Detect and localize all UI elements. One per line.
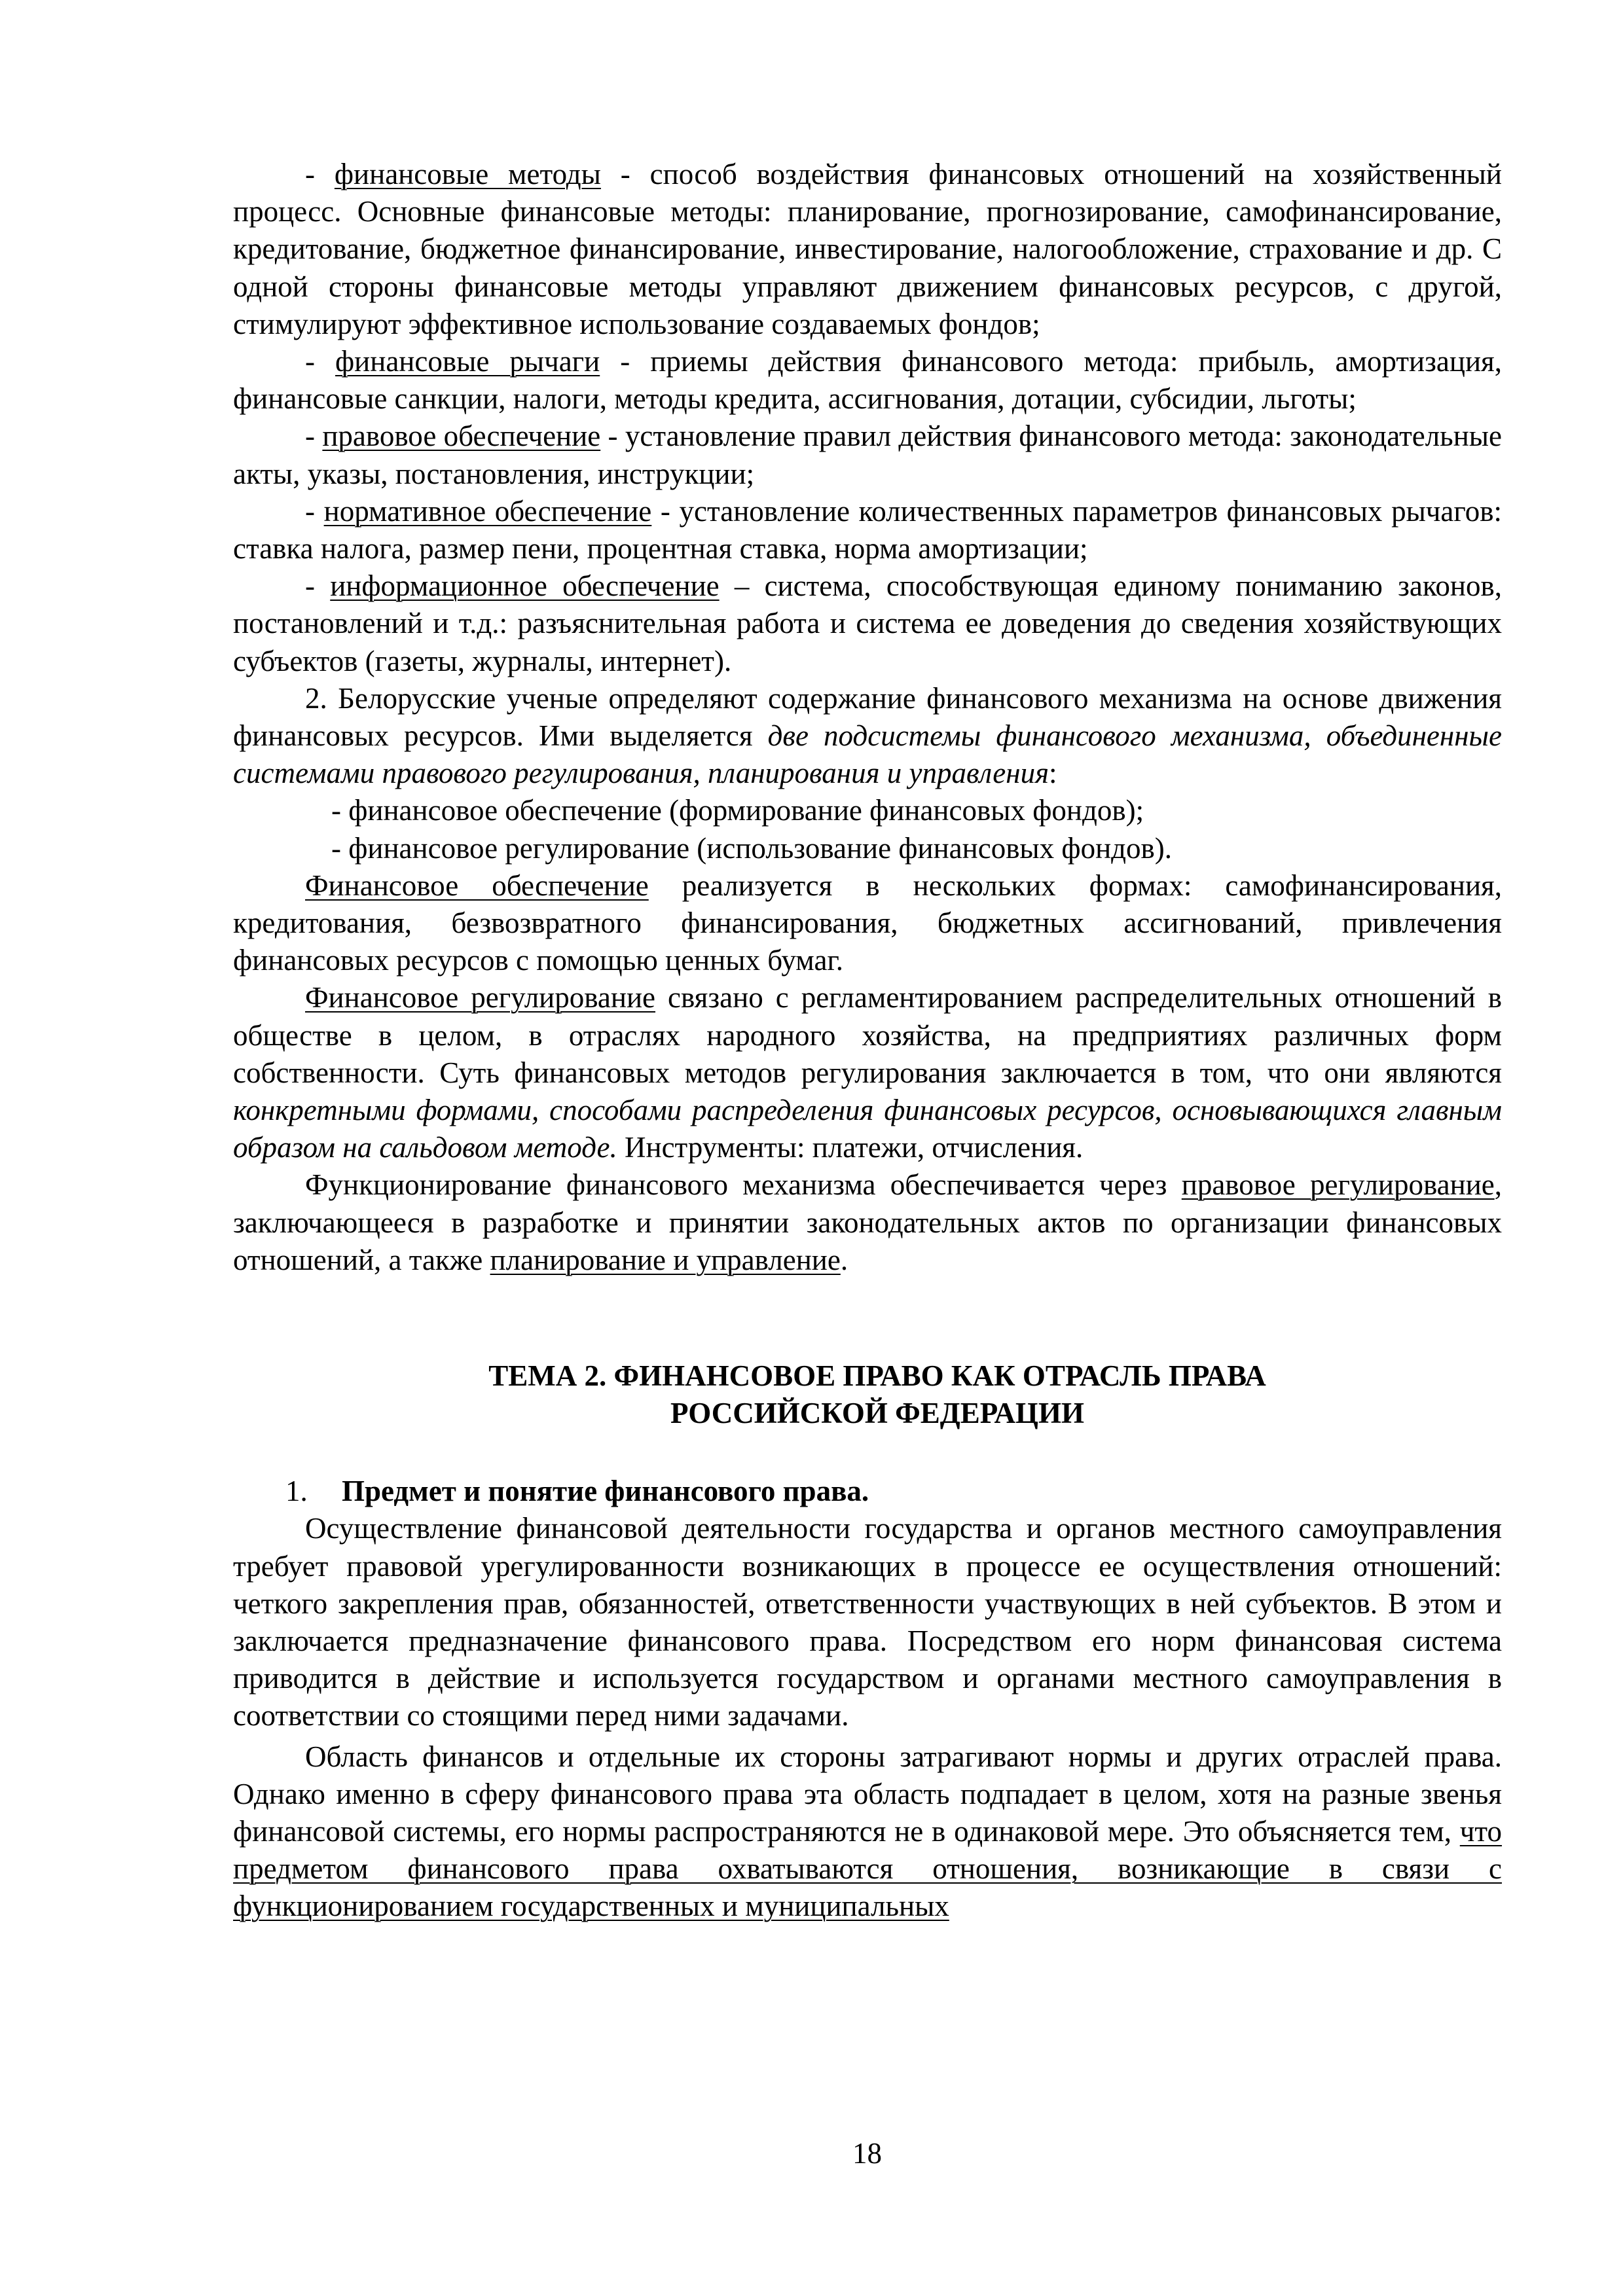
subsystems-list bbox=[233, 792, 1502, 867]
para-text: Область финансов и отдельные их стороны затрагивают нормы и других отраслей права. Однако именно в сферу финансового права эта область подпадает в целом, хотя на разные звенья финансовой системы, его нормы распространяются не в одинаковой мере. Это объясняется тем, bbox=[233, 1740, 1502, 1848]
heading-line: РОССИЙСКОЙ ФЕДЕРАЦИИ bbox=[670, 1397, 1084, 1430]
para-text: Функционирование финансового механизма обеспечивается через bbox=[305, 1168, 1182, 1202]
paragraph-scope bbox=[233, 1738, 1502, 1926]
item-text: – система, способствующая единому пониманию законов, постановлений и т.д.: разъяснительная работа и система ее доведения до сведения хозяйствующих субъектов (газеты, журналы, интернет). bbox=[233, 569, 1502, 677]
list-item bbox=[233, 156, 1502, 343]
subsection-title: Предмет и понятие финансового права. bbox=[342, 1475, 869, 1508]
paragraph-financial-activity: Осуществление финансовой деятельности государства и органов местного самоуправления требует правовой урегулированности возникающих в процессе ее осуществления отношений: четкого закрепления прав, обязанностей, ответственности участвующих в ней субъектов. В этом и заключается предназначение финансового права. Посредством его норм финансовая система приводится в действие и используется государством и органами местного самоуправления в соответствии со стоящими перед ними задачами. bbox=[233, 1512, 1502, 1732]
item-prefix: - bbox=[305, 420, 323, 453]
para-text: реализуется в нескольких формах: самофинансирования, кредитования, безвозвратного финансирования, бюджетных ассигнований, привлечения финансовых ресурсов с помощью ценных бумаг. bbox=[233, 869, 1502, 977]
para-italic: две подсистемы финансового механизма, объединенные системами правового регулирования, планирования и управления bbox=[233, 719, 1503, 790]
subsystem-item: - финансовое обеспечение (формирование финансовых фондов); bbox=[331, 794, 1144, 827]
subsection-number: 1. bbox=[285, 1475, 308, 1508]
item-term: информационное обеспечение bbox=[330, 569, 720, 603]
paragraph-financial-provision bbox=[233, 867, 1502, 980]
subsystem-item: - финансовое регулирование (использование финансовых фондов). bbox=[331, 831, 1173, 865]
item-term: финансовые методы bbox=[334, 158, 601, 190]
para-text: 2. Белорусские ученые определяют содержание финансового механизма на основе движения финансовых ресурсов. Ими выделяется bbox=[233, 681, 1502, 753]
para-underlined: правовое регулирование bbox=[1181, 1168, 1495, 1202]
para-underlined: что предметом финансового права охватываются отношения, возникающие в связи с функционированием государственных и муниципальных bbox=[233, 1814, 1502, 1923]
paragraph-functioning bbox=[233, 1166, 1502, 1279]
item-prefix: - bbox=[305, 158, 335, 190]
para-underlined: планирование и управление bbox=[490, 1243, 841, 1276]
item-term: нормативное обеспечение bbox=[323, 494, 652, 528]
item-term: финансовые рычаги bbox=[335, 345, 600, 378]
item-text: - установление количественных параметров финансовых рычагов: ставка налога, размер пени, процентная ставка, норма амортизации; bbox=[233, 494, 1502, 565]
list-item bbox=[233, 567, 1502, 680]
item-prefix: - bbox=[305, 569, 331, 603]
para-italic: конкретными формами, способами распределения финансовых ресурсов, основывающихся главным образом на сальдовом методе. bbox=[233, 1094, 1502, 1164]
para-text: связано с регламентированием распределительных отношений в обществе в целом, в отраслях народного хозяйства, на предприятиях различных форм собственности. Суть финансовых методов регулирования заключается в том, что они являются bbox=[233, 981, 1503, 1089]
para-text: . bbox=[840, 1243, 848, 1276]
para-term: Финансовое обеспечение bbox=[305, 869, 649, 902]
heading-line: ТЕМА 2. ФИНАНСОВОЕ ПРАВО КАК ОТРАСЛЬ ПРАВА bbox=[488, 1359, 1266, 1393]
para-text: Инструменты: платежи, отчисления. bbox=[617, 1131, 1084, 1164]
item-text: - приемы действия финансового метода: прибыль, амортизация, финансовые санкции, налоги, методы кредита, ассигнования, дотации, субсидии, льготы; bbox=[233, 345, 1502, 416]
list-item bbox=[233, 418, 1502, 492]
item-term: правовое обеспечение bbox=[322, 420, 601, 453]
list-item bbox=[233, 493, 1502, 567]
subsection-heading bbox=[233, 1473, 1502, 1510]
paragraph-financial-regulation bbox=[233, 979, 1502, 1166]
para-term: Финансовое регулирование bbox=[305, 981, 656, 1014]
page-number: 18 bbox=[852, 2137, 882, 2170]
item-text: - способ воздействия финансовых отношений на хозяйственный процесс. Основные финансовые методы: планирование, прогнозирование, самофинансирование, кредитование, бюджетное финансирование, инвестирование, налогообложение, страхование и др. С одной стороны финансовые методы управляют движением финансовых ресурсов, с другой, стимулируют эффективное использование создаваемых фондов; bbox=[233, 158, 1502, 340]
item-text: - установление правил действия финансового метода: законодательные акты, указы, постановления, инструкции; bbox=[233, 420, 1502, 490]
item-prefix: - bbox=[305, 494, 324, 528]
methods-list bbox=[233, 156, 1502, 680]
item-prefix: - bbox=[305, 345, 336, 378]
section-heading bbox=[233, 1357, 1502, 1432]
paragraph-belarus bbox=[233, 680, 1502, 793]
para-text: , заключающееся в разработке и принятии законодательных актов по организации финансовых отношений, а также bbox=[233, 1168, 1502, 1276]
list-item bbox=[233, 343, 1502, 418]
para-text-end: : bbox=[1048, 757, 1057, 790]
